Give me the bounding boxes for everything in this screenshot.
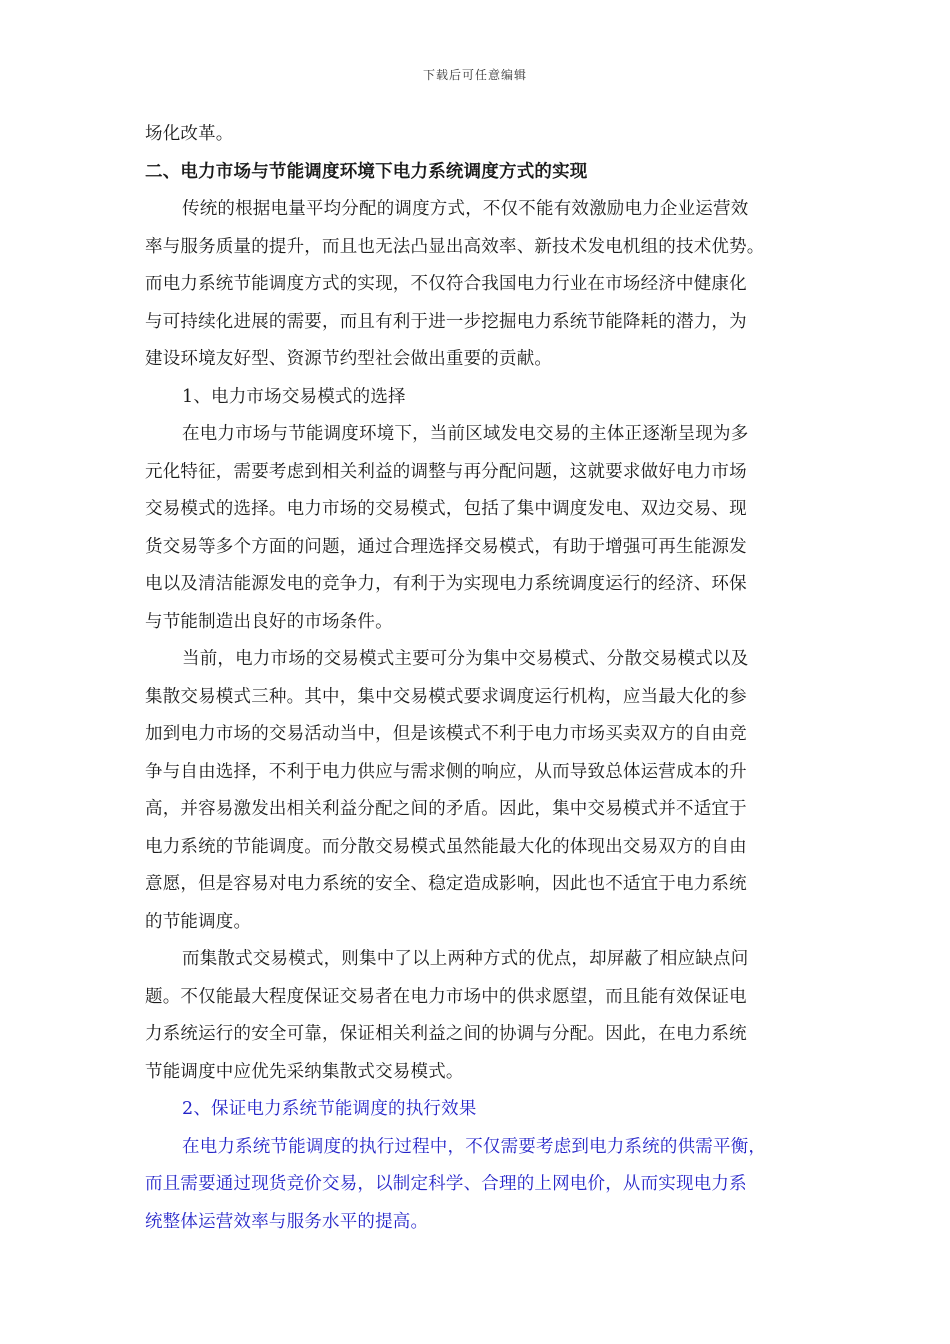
text-line: 统整体运营效率与服务水平的提高。: [145, 1211, 429, 1232]
text-line: 的节能调度。: [145, 911, 252, 932]
page-header: 下载后可任意编辑: [422, 68, 527, 82]
text-line: 与节能制造出良好的市场条件。: [145, 611, 393, 632]
text-line: 加到电力市场的交易活动当中，但是该模式不利于电力市场买卖双方的自由竞: [145, 724, 747, 744]
text-line: 建设环境友好型、资源节约型社会做出重要的贡献。: [145, 349, 553, 369]
text-line: 1、电力市场交易模式的选择: [182, 386, 406, 407]
text-line: 场化改革。: [145, 124, 234, 144]
text-line: 2、保证电力系统节能调度的执行效果: [182, 1099, 477, 1119]
text-line: 在电力系统节能调度的执行过程中，不仅需要考虑到电力系统的供需平衡，: [182, 1136, 767, 1157]
text-line: 集散交易模式三种。其中，集中交易模式要求调度运行机构，应当最大化的参: [145, 686, 747, 707]
text-line: 力系统运行的安全可靠，保证相关利益之间的协调与分配。因此，在电力系统: [145, 1024, 747, 1044]
text-line: 当前，电力市场的交易模式主要可分为集中交易模式、分散交易模式以及: [182, 649, 749, 669]
text-line: 而集散式交易模式，则集中了以上两种方式的优点，却屏蔽了相应缺点问: [182, 949, 749, 969]
text-line: 意愿，但是容易对电力系统的安全、稳定造成影响，因此也不适宜于电力系统: [145, 874, 747, 894]
text-line: 与可持续化进展的需要，而且有利于进一步挖掘电力系统节能降耗的潜力，为: [145, 311, 747, 332]
text-line: 高，并容易激发出相关利益分配之间的矛盾。因此，集中交易模式并不适宜于: [145, 799, 747, 819]
text-line: 争与自由选择，不利于电力供应与需求侧的响应，从而导致总体运营成本的升: [145, 761, 747, 782]
text-line: 题。不仅能最大程度保证交易者在电力市场中的供求愿望，而且能有效保证电: [145, 986, 747, 1007]
text-line: 货交易等多个方面的问题，通过合理选择交易模式，有助于增强可再生能源发: [145, 536, 747, 557]
text-line: 率与服务质量的提升，而且也无法凸显出高效率、新技术发电机组的技术优势。: [145, 236, 765, 257]
section-heading: 二、电力市场与节能调度环境下电力系统调度方式的实现: [145, 161, 588, 182]
text-line: 交易模式的选择。电力市场的交易模式，包括了集中调度发电、双边交易、现: [145, 499, 747, 519]
text-line: 在电力市场与节能调度环境下，当前区域发电交易的主体正逐渐呈现为多: [182, 424, 749, 444]
text-line: 而电力系统节能调度方式的实现，不仅符合我国电力行业在市场经济中健康化: [145, 274, 747, 294]
text-line: 传统的根据电量平均分配的调度方式，不仅不能有效激励电力企业运营效: [182, 199, 749, 219]
text-line: 元化特征，需要考虑到相关利益的调整与再分配问题，这就要求做好电力市场: [145, 461, 747, 482]
text-line: 而且需要通过现货竞价交易，以制定科学、合理的上网电价，从而实现电力系: [145, 1174, 747, 1194]
document-body: [145, 116, 810, 1241]
text-line: 节能调度中应优先采纳集散式交易模式。: [145, 1061, 464, 1082]
text-line: 电力系统的节能调度。而分散交易模式虽然能最大化的体现出交易双方的自由: [145, 836, 747, 857]
text-line: 电以及清洁能源发电的竞争力，有利于为实现电力系统调度运行的经济、环保: [145, 574, 747, 594]
